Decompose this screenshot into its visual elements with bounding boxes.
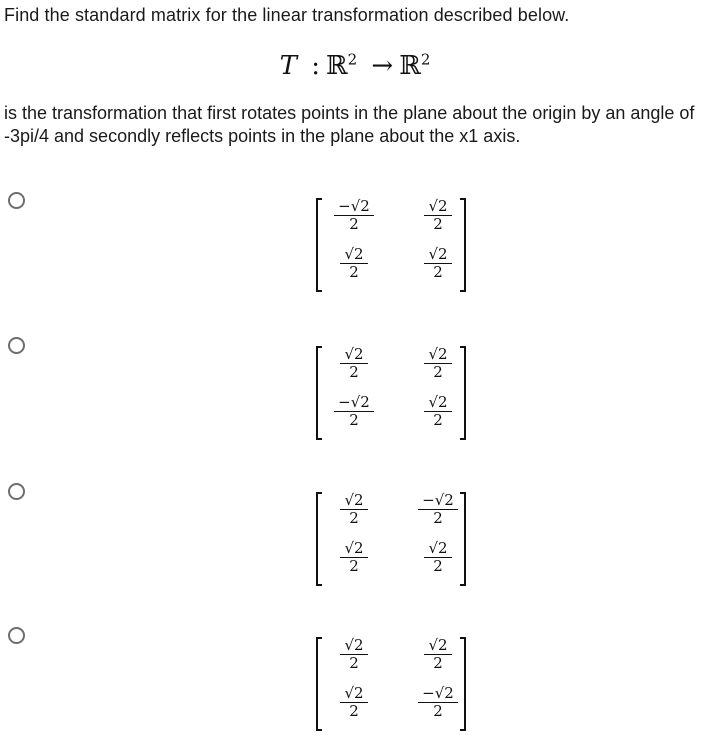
matrix-entry-2-2: −√2 2: [410, 686, 466, 719]
option-d-matrix: [316, 637, 466, 731]
transformation-description: is the transformation that first rotates points in the plane about the origin by an angle of -3pi/4 and secondly reflects points in the plane about the x1 axis.: [4, 103, 695, 146]
matrix-entry-1-1: −√2 2: [326, 199, 382, 232]
matrix-entry-2-2: √2 2: [410, 541, 466, 574]
question-prompt: Find the standard matrix for the linear transformation described below.: [4, 5, 570, 25]
left-bracket: [316, 492, 322, 586]
option-b-matrix: [316, 346, 466, 440]
matrix-entry-2-1: √2 2: [326, 247, 382, 280]
matrix-entry-2-1: √2 2: [326, 686, 382, 719]
option-c-matrix: [316, 492, 466, 586]
transformation-colon: :: [311, 51, 320, 81]
matrix-entry-2-2: √2 2: [410, 395, 466, 428]
matrix-entry-1-2: √2 2: [410, 347, 466, 380]
matrix-entry-2-1: √2 2: [326, 541, 382, 574]
left-bracket: [316, 198, 322, 292]
matrix-entry-2-1: −√2 2: [326, 395, 382, 428]
left-bracket: [316, 637, 322, 731]
option-c-radio[interactable]: [8, 483, 25, 500]
codomain-exponent: 2: [420, 50, 431, 69]
matrix-entry-2-2: √2 2: [410, 247, 466, 280]
right-bracket: [460, 346, 466, 440]
transformation-name: T: [279, 51, 297, 81]
matrix-entry-1-1: √2 2: [326, 493, 382, 526]
right-bracket: [460, 198, 466, 292]
matrix-entry-1-2: −√2 2: [410, 493, 466, 526]
right-bracket: [460, 637, 466, 731]
domain-exponent: 2: [347, 50, 358, 69]
option-d-radio[interactable]: [8, 627, 25, 644]
option-a-radio[interactable]: [8, 192, 25, 209]
matrix-entry-1-1: √2 2: [326, 347, 382, 380]
maps-to-arrow: →: [371, 51, 394, 81]
option-a-matrix: [316, 198, 466, 292]
right-bracket: [460, 492, 466, 586]
transformation-notation: [0, 50, 710, 82]
left-bracket: [316, 346, 322, 440]
option-b-radio[interactable]: [8, 337, 25, 354]
matrix-entry-1-1: √2 2: [326, 638, 382, 671]
codomain-symbol: ℝ: [399, 51, 421, 81]
domain-symbol: ℝ: [326, 51, 348, 81]
matrix-entry-1-2: √2 2: [410, 638, 466, 671]
matrix-entry-1-2: √2 2: [410, 199, 466, 232]
